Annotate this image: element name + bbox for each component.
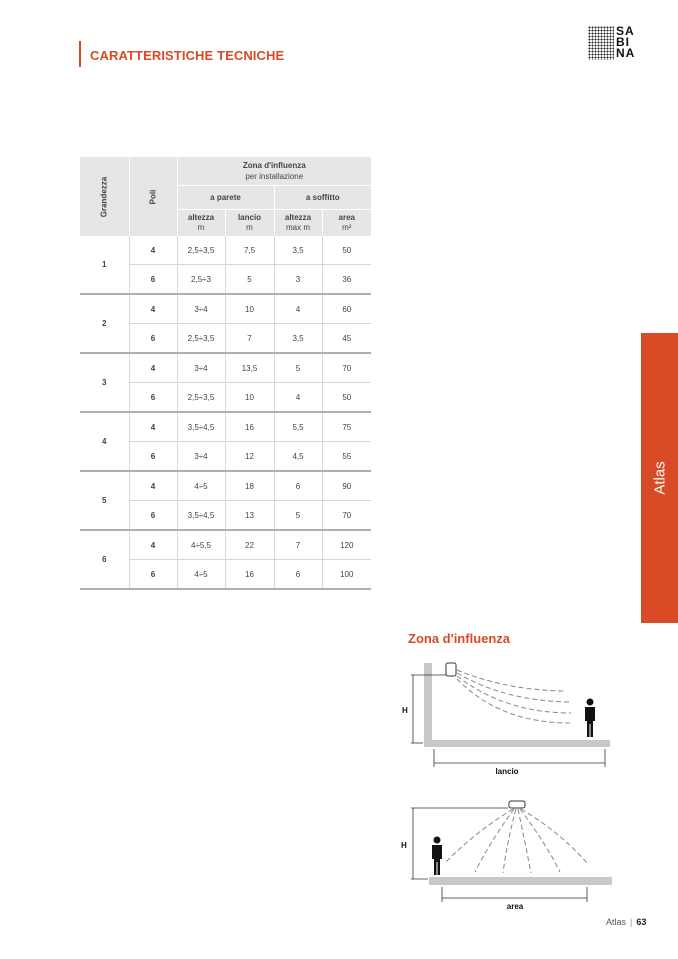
- wall-mount-diagram: [395, 655, 620, 780]
- logo-line-2: BI: [616, 35, 630, 49]
- table-cell: 18: [225, 471, 274, 501]
- size-cell: 5: [80, 471, 129, 530]
- poles-cell: 6: [129, 324, 177, 354]
- poles-cell: 4: [129, 294, 177, 324]
- table-row: [80, 236, 371, 265]
- poles-cell: 4: [129, 471, 177, 501]
- height-label: H: [401, 841, 407, 850]
- header-wall: a parete: [177, 186, 274, 210]
- table-cell: 3,5÷4,5: [177, 501, 225, 531]
- header-poli: Poli: [129, 157, 177, 236]
- table-cell: 6: [274, 560, 322, 590]
- table-cell: 5: [274, 353, 322, 383]
- table-cell: 70: [322, 501, 371, 531]
- ceiling-mount-diagram: [395, 797, 620, 915]
- poles-cell: 4: [129, 412, 177, 442]
- table-cell: 3,5: [274, 324, 322, 354]
- table-cell: 3,5÷4,5: [177, 412, 225, 442]
- poles-cell: 4: [129, 530, 177, 560]
- table-cell: 3,5: [274, 236, 322, 265]
- poles-cell: 6: [129, 265, 177, 295]
- poles-cell: 6: [129, 383, 177, 413]
- air-flow-arrows: [445, 809, 587, 873]
- table-cell: 60: [322, 294, 371, 324]
- diagram-title: Zona d'influenza: [408, 631, 511, 646]
- header-grandezza: Grandezza: [80, 157, 129, 236]
- logo-line-3: NA: [616, 46, 636, 60]
- size-cell: 1: [80, 236, 129, 294]
- header-unit: altezza max m: [274, 210, 322, 237]
- table-cell: 36: [322, 265, 371, 295]
- page-footer: [606, 917, 646, 927]
- table-row: [80, 471, 371, 501]
- header-unit: area m²: [322, 210, 371, 237]
- table-cell: 7: [274, 530, 322, 560]
- poles-cell: 4: [129, 236, 177, 265]
- area-dimension: [442, 887, 587, 902]
- side-tab: [641, 333, 678, 623]
- table-cell: 4÷5,5: [177, 530, 225, 560]
- spec-table: [80, 157, 371, 590]
- floor: [429, 877, 612, 885]
- poles-cell: 6: [129, 501, 177, 531]
- table-cell: 2,5÷3,5: [177, 324, 225, 354]
- poles-cell: 6: [129, 560, 177, 590]
- table-cell: 4÷5: [177, 560, 225, 590]
- table-cell: 4÷5: [177, 471, 225, 501]
- table-cell: 12: [225, 442, 274, 472]
- page-number: 63: [636, 917, 647, 927]
- header-unit: altezza m: [177, 210, 225, 237]
- sabiana-logo: [588, 26, 648, 62]
- size-cell: 3: [80, 353, 129, 412]
- height-label: H: [402, 706, 408, 715]
- table-cell: 4: [274, 383, 322, 413]
- wall-heater-unit: [446, 663, 456, 676]
- page-title: CARATTERISTICHE TECNICHE: [90, 48, 285, 63]
- table-cell: 3: [274, 265, 322, 295]
- table-cell: 16: [225, 412, 274, 442]
- table-cell: 50: [322, 236, 371, 265]
- air-flow-arrows: [457, 670, 571, 723]
- table-cell: 10: [225, 294, 274, 324]
- throw-dimension: [434, 749, 605, 767]
- size-cell: 6: [80, 530, 129, 589]
- header-accent-bar: [79, 41, 81, 67]
- table-cell: 4,5: [274, 442, 322, 472]
- table-cell: 3÷4: [177, 442, 225, 472]
- logo-text: [616, 26, 648, 59]
- size-cell: 2: [80, 294, 129, 353]
- table-cell: 2,5÷3,5: [177, 236, 225, 265]
- table-cell: 6: [274, 471, 322, 501]
- footer-section: Atlas: [606, 917, 627, 927]
- area-label: area: [506, 902, 524, 911]
- table-cell: 13,5: [225, 353, 274, 383]
- header-ceiling: a soffitto: [274, 186, 371, 210]
- zone-title: Zona d'influenza: [242, 161, 306, 170]
- header-unit: lancio m: [225, 210, 274, 237]
- logo-dot-pattern: [588, 26, 614, 60]
- table-cell: 75: [322, 412, 371, 442]
- table-cell: 4: [274, 294, 322, 324]
- table-cell: 2,5÷3: [177, 265, 225, 295]
- table-row: [80, 294, 371, 324]
- person-icon: [432, 837, 442, 876]
- table-cell: 2,5÷3,5: [177, 383, 225, 413]
- table-cell: 45: [322, 324, 371, 354]
- table-cell: 7: [225, 324, 274, 354]
- table-cell: 13: [225, 501, 274, 531]
- side-tab-label: Atlas: [651, 461, 668, 495]
- table-cell: 120: [322, 530, 371, 560]
- table-row: [80, 530, 371, 560]
- table-cell: 7,5: [225, 236, 274, 265]
- table-cell: 5,5: [274, 412, 322, 442]
- zone-subtitle: per installazione: [245, 172, 304, 181]
- footer-separator: |: [630, 917, 633, 927]
- floor: [424, 740, 610, 747]
- table-cell: 3÷4: [177, 294, 225, 324]
- height-dimension: [411, 808, 508, 879]
- table-cell: 22: [225, 530, 274, 560]
- table-cell: 16: [225, 560, 274, 590]
- table-cell: 90: [322, 471, 371, 501]
- table-cell: 50: [322, 383, 371, 413]
- table-row: [80, 412, 371, 442]
- table-row: [80, 353, 371, 383]
- poles-cell: 4: [129, 353, 177, 383]
- logo-line-1: SA: [616, 24, 635, 38]
- header-zone: [177, 157, 371, 186]
- size-cell: 4: [80, 412, 129, 471]
- throw-label: lancio: [495, 767, 519, 776]
- table-cell: 55: [322, 442, 371, 472]
- table-cell: 10: [225, 383, 274, 413]
- table-cell: 5: [274, 501, 322, 531]
- table-cell: 70: [322, 353, 371, 383]
- poles-cell: 6: [129, 442, 177, 472]
- table-cell: 100: [322, 560, 371, 590]
- person-icon: [585, 699, 595, 738]
- table-cell: 3÷4: [177, 353, 225, 383]
- ceiling-heater-unit: [509, 801, 525, 808]
- table-cell: 5: [225, 265, 274, 295]
